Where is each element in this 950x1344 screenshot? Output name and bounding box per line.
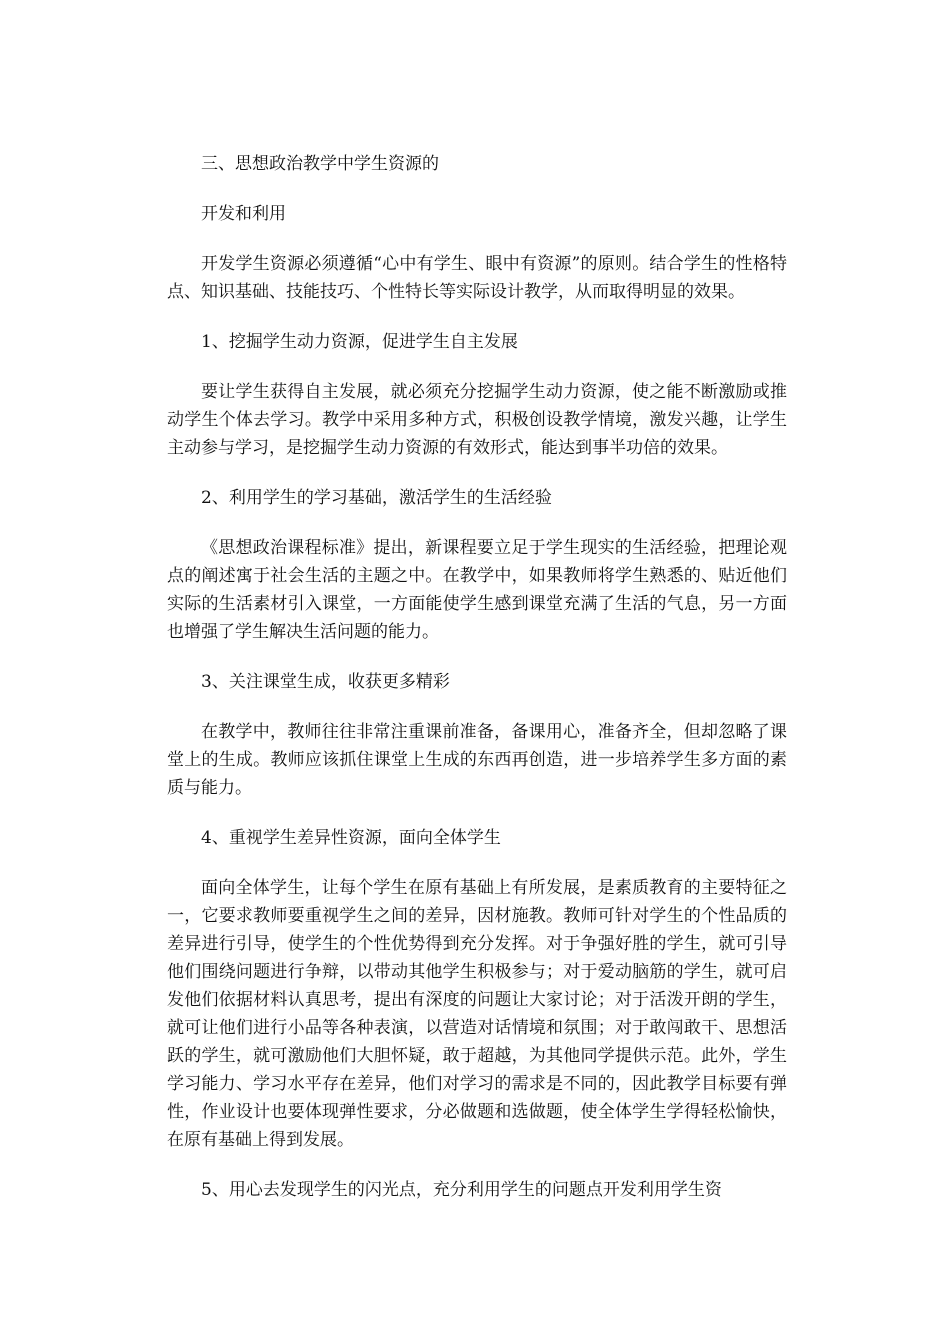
document-page	[167, 150, 787, 1226]
paragraph-1: 要让学生获得自主发展，就必须充分挖掘学生动力资源，使之能不断激励或推动学生个体去学习。教学中采用多种方式，积极创设教学情境，激发兴趣，让学生主动参与学习，是挖掘学生动力资源的有效形式，能达到事半功倍的效果。	[167, 382, 787, 458]
section-title-line-1: 三、思想政治教学中学生资源的	[201, 154, 439, 174]
paragraph-3: 在教学中，教师往往非常注重课前准备，备课用心，准备齐全，但却忽略了课堂上的生成。教师应该抓住课堂上生成的东西再创造，进一步培养学生多方面的素质与能力。	[167, 722, 787, 798]
paragraph-4: 面向全体学生，让每个学生在原有基础上有所发展，是素质教育的主要特征之一，它要求教师要重视学生之间的差异，因材施教。教师可针对学生的个性品质的差异进行引导，使学生的个性优势得到充分发挥。对于争强好胜的学生，就可引导他们围绕问题进行争辩，以带动其他学生积极参与；对于爱动脑筋的学生，就可启发他们依据材料认真思考，提出有深度的问题让大家讨论；对于活泼开朗的学生，就可让他们进行小品等各种表演，以营造对话情境和氛围；对于敢闯敢干、思想活跃的学生，就可激励他们大胆怀疑，敢于超越，为其他同学提供示范。此外，学生学习能力、学习水平存在差异，他们对学习的需求是不同的，因此教学目标要有弹性，作业设计也要体现弹性要求，分必做题和选做题，使全体学生学得轻松愉快，在原有基础上得到发展。	[167, 878, 787, 1150]
paragraph-2: 《思想政治课程标准》提出，新课程要立足于学生现实的生活经验，把理论观点的阐述寓于社会生活的主题之中。在教学中，如果教师将学生熟悉的、贴近他们实际的生活素材引入课堂，一方面能使学生感到课堂充满了生活的气息，另一方面也增强了学生解决生活问题的能力。	[167, 538, 787, 642]
subheading-2: 2、利用学生的学习基础，激活学生的生活经验	[201, 488, 552, 508]
subheading-3: 3、关注课堂生成，收获更多精彩	[201, 672, 450, 692]
subheading-5: 5、用心去发现学生的闪光点，充分利用学生的问题点开发利用学生资	[201, 1180, 722, 1200]
subheading-4: 4、重视学生差异性资源，面向全体学生	[201, 828, 501, 848]
section-title-line-2: 开发和利用	[201, 204, 286, 224]
intro-paragraph: 开发学生资源必须遵循“心中有学生、眼中有资源”的原则。结合学生的性格特点、知识基础、技能技巧、个性特长等实际设计教学，从而取得明显的效果。	[167, 254, 787, 302]
subheading-1: 1、挖掘学生动力资源，促进学生自主发展	[201, 332, 518, 352]
